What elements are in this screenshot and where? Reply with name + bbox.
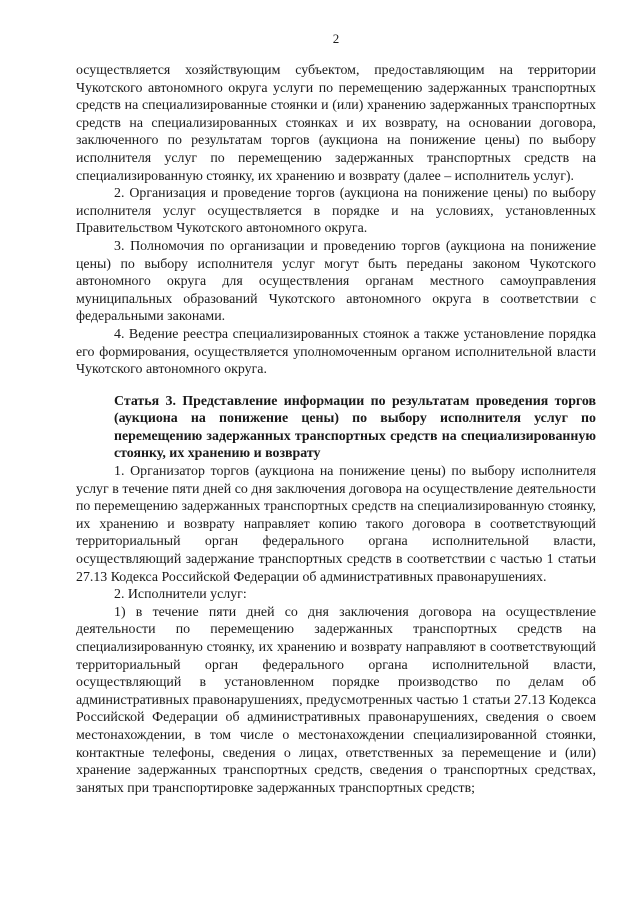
article-3-item-1: 1. Организатор торгов (аукциона на понижение цены) по выбору исполнителя услуг в течение пяти дней со дня заключения договора на осуществление деятельности по перемещению задержанных транспортных средств на специализированную стоянку, их хранению и возврату направляет копию такого договора в соответствующий территориальный орган федерального органа исполнительной власти, осуществляющий задержание транспортных средств в соответствии с частью 1 статьи 27.13 Кодекса Российской Федерации об административных правонарушениях. [76, 464, 596, 585]
paragraph-item-3: 3. Полномочия по организации и проведению торгов (аукциона на понижение цены) по выбору исполнителя услуг могут быть переданы законом Чукотского автономного округа для осуществления органам местного самоуправления муниципальных образований Чукотского автономного округа в соответствии с федеральными законами. [76, 238, 596, 325]
intro-paragraph: осуществляется хозяйствующим субъектом, предоставляющим на территории Чукотского автономного округа услуги по перемещению задержанных транспортных средств на специализированные стоянки и (или) хранению задержанных транспортных средств на специализированных стоянках и их возврату, на основании договора, заключенного по результатам торгов (аукциона на понижение цены) по выбору исполнителя услуг по перемещению задержанных транспортных средств на специализированную стоянку, их хранению и возврату (далее – исполнитель услуг). [76, 63, 596, 184]
article-3-title: Статья 3. Представление информации по результатам проведения торгов (аукциона на понижение цены) по выбору исполнителя услуг по перемещению задержанных транспортных средств на специализированную стоянку, их хранению и возврату [114, 393, 596, 462]
paragraph-item-2: 2. Организация и проведение торгов (аукциона на понижение цены) по выбору исполнителя услуг осуществляется в порядке и на условиях, установленных Правительством Чукотского автономного округа. [76, 186, 596, 237]
article-3-item-2-1: 1) в течение пяти дней со дня заключения договора на осуществление деятельности по перемещению задержанных транспортных средств на специализированную стоянку, их хранению и возврату направляют в соответствующий территориальный орган федерального органа исполнительной власти, осуществляющий в установленном порядке производство по делам об административных правонарушениях, предусмотренных частью 1 статьи 27.13 Кодекса Российской Федерации об административных правонарушениях, сведения о своем местонахождении, в том числе о местонахождении специализированной стоянки, контактные телефоны, сведения о лицах, ответственных за перемещение и (или) хранение задержанных транспортных средств, сведения о транспортных средствах, занятых при транспортировке задержанных транспортных средств; [76, 604, 596, 796]
document-page [76, 30, 596, 797]
section-spacer [76, 379, 596, 393]
paragraph-item-4: 4. Ведение реестра специализированных стоянок а также установление порядка его формирования, осуществляется уполномоченным органом исполнительной власти Чукотского автономного округа. [76, 326, 596, 378]
article-3-item-2: 2. Исполнители услуг: [114, 587, 247, 603]
page-number: 2 [332, 31, 340, 46]
